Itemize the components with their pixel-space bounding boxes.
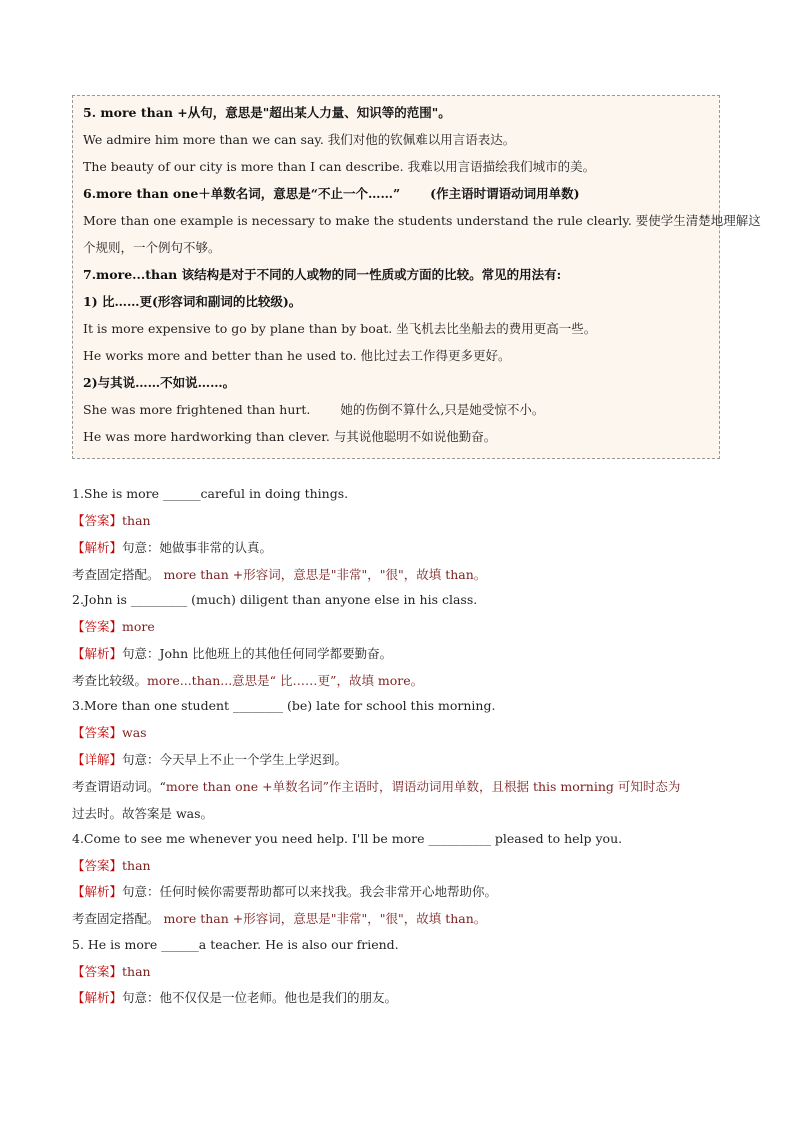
explanation-5: 【解析】句意：他不仅仅是一位老师。他也是我们的朋友。 — [72, 990, 398, 1005]
answer-4: 【答案】than — [72, 858, 151, 873]
explanation-1: 【解析】句意：她做事非常的认真。 — [72, 540, 273, 555]
example-line: He was more hardworking than clever. 与其说他聪明不如说他勤奋。 — [83, 429, 497, 444]
answer-1: 【答案】than — [72, 513, 151, 528]
explanation-4: 【解析】句意：任何时候你需要帮助都可以来找我。我会非常开心地帮助你。 — [72, 884, 498, 899]
question-1: 1.She is more ______careful in doing things. — [72, 486, 349, 501]
example-line: It is more expensive to go by plane than by boat. 坐飞机去比坐船去的费用更高一些。 — [83, 321, 597, 336]
example-line: The beauty of our city is more than I can describe. 我难以用言语描绘我们城市的美。 — [83, 159, 596, 174]
example-line: She was more frightened than hurt. 她的伤倒不算什么,只是她受惊不小。 — [83, 402, 545, 417]
explanation-4-detail: 考查固定搭配。 more than +形容词，意思是"非常"，"很"，故填 than。 — [72, 911, 487, 926]
question-4: 4.Come to see me whenever you need help. I'll be more __________ pleased to help you. — [72, 831, 623, 846]
example-line: He works more and better than he used to. 他比过去工作得更多更好。 — [83, 348, 511, 363]
example-line: More than one example is necessary to make the students understand the rule clearly. 要使学生清楚地理解这 — [83, 213, 761, 228]
question-3: 3.More than one student ________ (be) late for school this morning. — [72, 698, 496, 713]
explanation-3-detail: 考查谓语动词。“more than one +单数名词”作主语时，谓语动词用单数，且根据 this morning 可知时态为 — [72, 779, 681, 794]
grammar-notes-box — [72, 95, 761, 459]
rule-7-sub-1: 1) 比……更(形容词和副词的比较级)。 — [83, 294, 302, 309]
answer-2: 【答案】more — [72, 619, 155, 634]
rule-5-heading: 5. more than +从句，意思是"超出某人力量、知识等的范围"。 — [83, 105, 451, 120]
explanation-2-detail: 考查比较级。more...than...意思是“ 比……更”，故填 more。 — [72, 673, 424, 688]
explanation-3: 【详解】句意：今天早上不止一个学生上学迟到。 — [72, 752, 348, 767]
explanation-2: 【解析】句意：John 比他班上的其他任何同学都要勤奋。 — [72, 646, 393, 661]
rule-6-heading: 6.more than one＋单数名词，意思是“不止一个……” (作主语时谓语动词用单数) — [83, 186, 580, 201]
answer-5: 【答案】than — [72, 964, 151, 979]
example-line: We admire him more than we can say. 我们对他的钦佩难以用言语表达。 — [83, 132, 516, 147]
explanation-1-detail: 考查固定搭配。 more than +形容词，意思是"非常"，"很"，故填 than。 — [72, 567, 487, 582]
example-line: 个规则，一个例句不够。 — [83, 240, 221, 255]
question-5: 5. He is more ______a teacher. He is also our friend. — [72, 937, 399, 952]
rule-7-sub-2: 2)与其说……不如说……。 — [83, 375, 236, 390]
answer-3: 【答案】was — [72, 725, 147, 740]
question-2: 2.John is _________ (much) diligent than anyone else in his class. — [72, 592, 478, 607]
rule-7-heading: 7.more...than 该结构是对于不同的人或物的同一性质或方面的比较。常见的用法有: — [83, 267, 562, 282]
explanation-3-detail-2: 过去时。故答案是 was。 — [72, 806, 214, 821]
